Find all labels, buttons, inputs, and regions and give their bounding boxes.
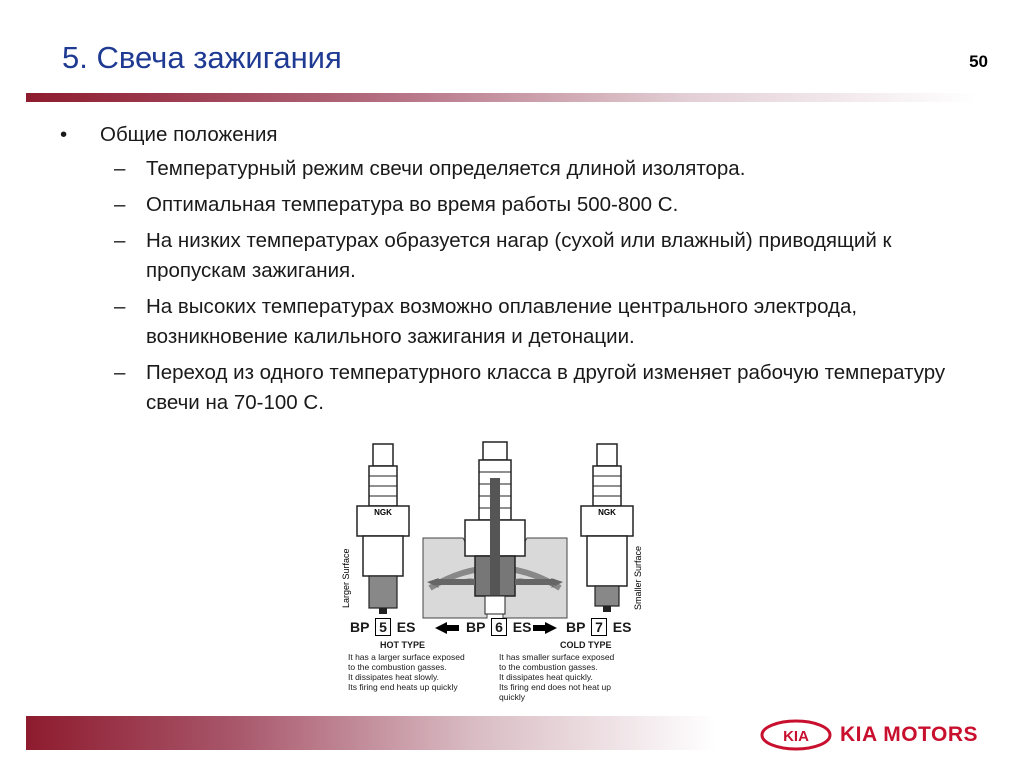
kia-emblem-text: KIA (783, 728, 809, 745)
code-number: 7 (591, 618, 607, 636)
code-number: 6 (491, 618, 507, 636)
larger-surface-label: Larger Surface (341, 548, 351, 608)
kia-emblem-icon (760, 719, 832, 751)
dash-marker: – (114, 361, 126, 384)
code-prefix: BP (466, 619, 486, 635)
page-number: 50 (969, 52, 988, 71)
code-mid (466, 618, 531, 636)
bullet-marker: • (60, 123, 68, 146)
dash-marker: – (114, 295, 126, 318)
header-divider-bar (26, 93, 976, 102)
code-prefix: BP (350, 619, 370, 635)
list-item (60, 190, 960, 220)
left-spark-plug-hot (357, 444, 409, 614)
list-item (60, 292, 960, 352)
right-plug-brand: NGK (598, 508, 616, 517)
kia-motors-logo (760, 718, 990, 752)
code-number: 5 (375, 618, 391, 636)
code-hot (350, 618, 415, 636)
code-suffix: ES (396, 619, 416, 635)
hot-direction-arrow (435, 622, 459, 634)
left-plug-brand: NGK (374, 508, 392, 517)
list-item-text: Переход из одного температурного класса в другой изменяет рабочую температуру свечи на 70-100 С. (146, 361, 946, 414)
dash-marker: – (114, 193, 126, 216)
code-prefix: BP (566, 619, 586, 635)
cold-direction-arrow (533, 622, 557, 634)
dash-marker: – (114, 157, 126, 180)
cold-type-description: It has smaller surface exposed to the combustion gasses. It dissipates heat quickly. Its firing end does not heat up quickly (499, 652, 615, 702)
footer-bar (26, 716, 716, 750)
heading-text: Общие положения (100, 123, 278, 146)
code-suffix: ES (512, 619, 532, 635)
list-item-text: Температурный режим свечи определяется длиной изолятора. (146, 157, 746, 180)
list-item (60, 226, 960, 286)
code-cold (566, 618, 631, 636)
bullet-heading (60, 120, 960, 150)
dash-marker: – (114, 229, 126, 252)
right-spark-plug-cold (581, 444, 633, 612)
list-item-text: Оптимальная температура во время работы 500-800 С. (146, 193, 679, 216)
list-item (60, 154, 960, 184)
list-item-text: На низких температурах образуется нагар (сухой или влажный) приводящий к пропускам зажигания. (146, 229, 892, 282)
cold-type-label: COLD TYPE (560, 640, 612, 650)
list-item (60, 358, 960, 418)
list-item-text: На высоких температурах возможно оплавление центрального электрода, возникновение калильного зажигания и детонации. (146, 295, 858, 348)
kia-motors-text: KIA MOTORS (840, 723, 979, 746)
slide-content (60, 120, 960, 424)
code-suffix: ES (612, 619, 632, 635)
hot-type-label: HOT TYPE (380, 640, 426, 650)
slide-title: 5. Свеча зажигания (62, 40, 342, 75)
smaller-surface-label: Smaller Surface (633, 545, 643, 610)
hot-type-description: It has a larger surface exposed to the combustion gasses. It dissipates heat slowly. Its firing end heats up quickly (348, 652, 465, 692)
